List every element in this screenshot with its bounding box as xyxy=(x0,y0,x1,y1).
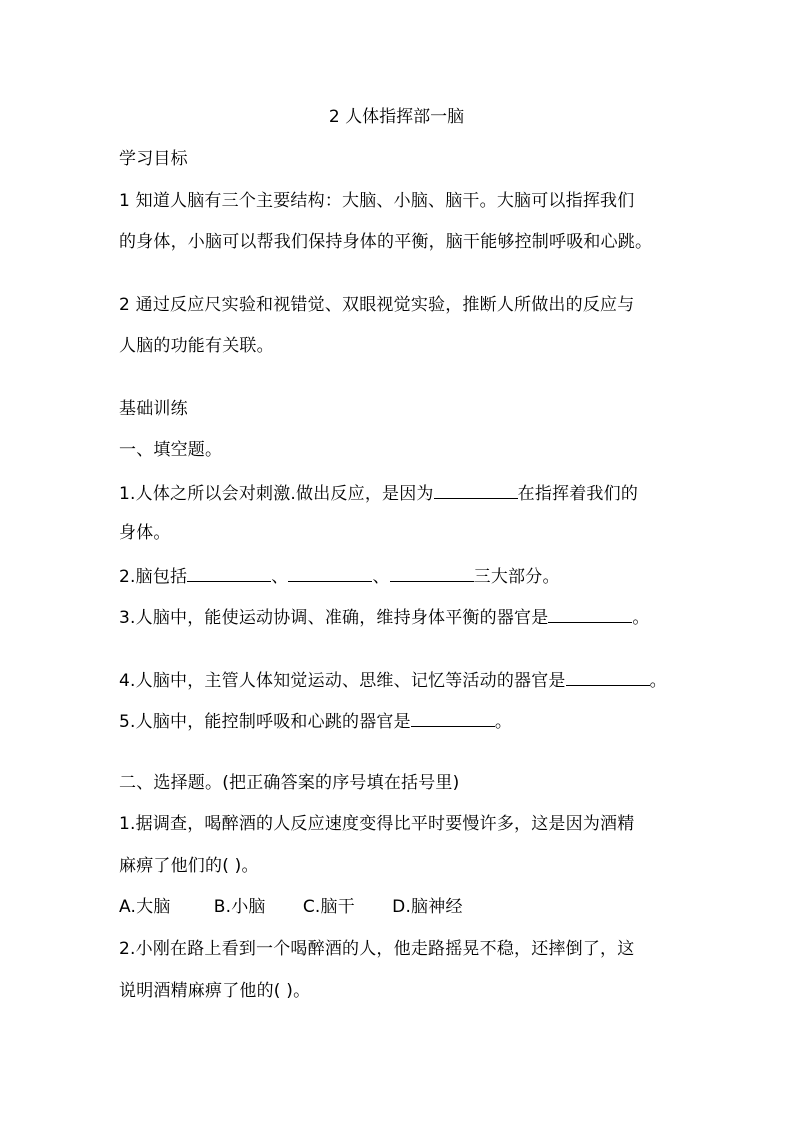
choice-question-1-options xyxy=(119,895,463,919)
fill-q2-text-before: 2.脑包括 xyxy=(119,567,188,587)
fill-question-1-line-2: 身体。 xyxy=(119,523,171,543)
objective-2-line-1: 2 通过反应尺实验和视错觉、双眼视觉实验，推断人所做出的反应与 xyxy=(119,295,635,315)
fill-question-4 xyxy=(119,667,667,693)
objective-2-line-2: 人脑的功能有关联。 xyxy=(119,336,274,356)
option-a: A.大脑 xyxy=(119,897,171,917)
choice-question-2-line-1: 2.小刚在路上看到一个喝醉酒的人，他走路摇晃不稳，还摔倒了，这 xyxy=(119,939,635,959)
option-c: C.脑干 xyxy=(302,897,355,917)
answer-blank[interactable] xyxy=(566,667,650,686)
fill-q4-text-after: 。 xyxy=(649,671,667,691)
fill-q5-text-before: 5.人脑中，能控制呼吸和心跳的器官是 xyxy=(119,712,411,732)
fill-q1-text-after: 在指挥着我们的 xyxy=(517,484,639,504)
choice-question-1-line-2: 麻痹了他们的( )。 xyxy=(119,856,259,876)
fill-q2-separator: 、 xyxy=(372,567,390,587)
option-b: B.小脑 xyxy=(213,897,266,917)
objective-1-line-2: 的身体，小脑可以帮我们保持身体的平衡，脑干能够控制呼吸和心跳。 xyxy=(119,232,653,252)
objectives-heading: 学习目标 xyxy=(119,149,188,169)
answer-blank[interactable] xyxy=(390,563,474,582)
fill-question-5 xyxy=(119,708,512,734)
fill-question-1 xyxy=(119,480,638,506)
fill-q2-separator: 、 xyxy=(271,567,289,587)
fill-q1-text-before: 1.人体之所以会对刺激.做出反应，是因为 xyxy=(119,484,434,504)
fill-blank-heading: 一、填空题。 xyxy=(119,440,223,460)
objective-1-line-1: 1 知道人脑有三个主要结构：大脑、小脑、脑干。大脑可以指挥我们 xyxy=(119,191,635,211)
basic-training-heading: 基础训练 xyxy=(119,399,188,419)
fill-q3-text-after: 。 xyxy=(632,608,650,628)
answer-blank[interactable] xyxy=(187,563,271,582)
fill-q5-text-after: 。 xyxy=(494,712,513,732)
choice-question-2-line-2: 说明酒精麻痹了他的( )。 xyxy=(119,981,311,1001)
answer-blank[interactable] xyxy=(548,604,632,623)
fill-q3-text-before: 3.人脑中，能使运动协调、准确，维持身体平衡的器官是 xyxy=(119,608,549,628)
answer-blank[interactable] xyxy=(434,480,518,499)
choice-question-1-line-1: 1.据调查，喝醉酒的人反应速度变得比平时要慢许多，这是因为酒精 xyxy=(119,814,635,834)
fill-q4-text-before: 4.人脑中，主管人体知觉运动、思维、记忆等活动的器官是 xyxy=(119,671,566,691)
option-d: D.脑神经 xyxy=(392,897,463,917)
fill-q2-text-after: 三大部分。 xyxy=(473,567,560,587)
page-title: 2 人体指挥部一脑 xyxy=(328,107,465,127)
fill-question-2 xyxy=(119,563,560,589)
answer-blank[interactable] xyxy=(411,708,495,727)
fill-question-3 xyxy=(119,604,650,630)
answer-blank[interactable] xyxy=(288,563,372,582)
choice-heading: 二、选择题。(把正确答案的序号填在括号里) xyxy=(119,773,460,793)
